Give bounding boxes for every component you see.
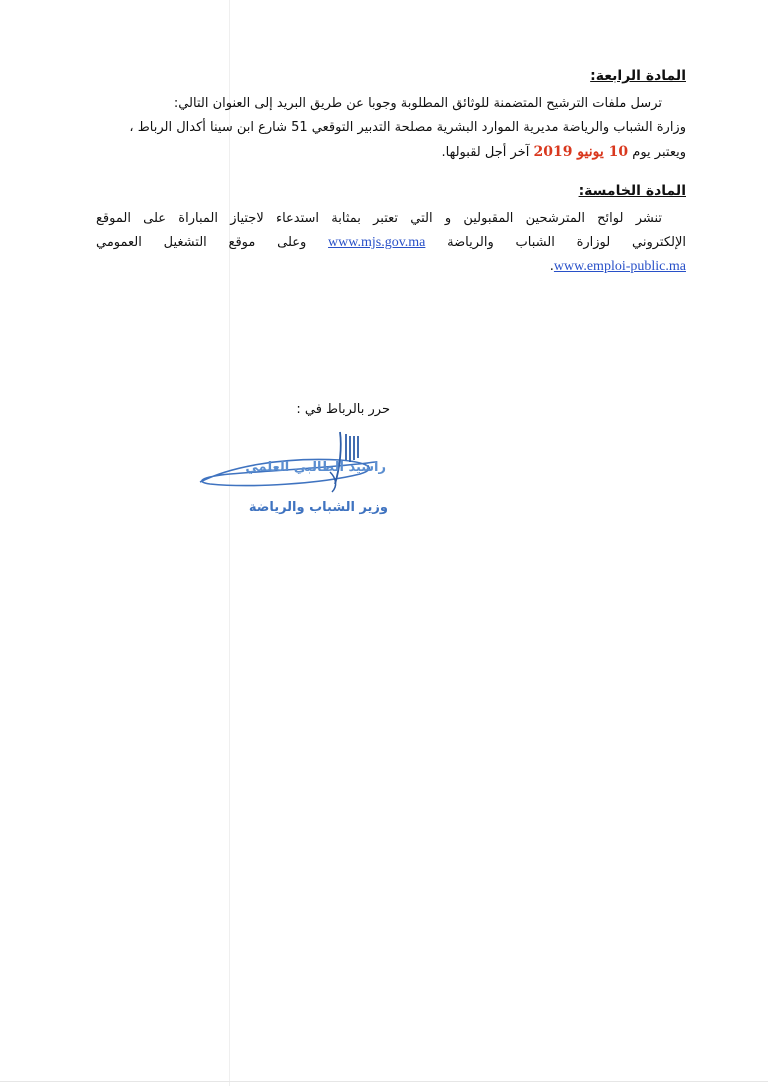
public-employment-site-text: وعلى موقع التشغيل العمومي — [96, 235, 307, 250]
article-four — [96, 60, 686, 165]
section-spacer — [96, 165, 686, 175]
deadline-suffix: آخر أجل لقبولها. — [441, 145, 530, 160]
article-four-line-3 — [96, 140, 686, 165]
document-body — [96, 60, 686, 279]
article-four-line-1: ترسل ملفات الترشيح المتضمنة للوثائق المطلوبة وجوبا عن طريق البريد إلى العنوان التالي: — [173, 96, 662, 111]
ministry-site-prefix: الإلكتروني لوزارة الشباب والرياضة — [447, 235, 686, 250]
article-four-heading: المادة الرابعة: — [590, 68, 686, 84]
article-five — [96, 175, 686, 279]
final-period: . — [549, 259, 554, 274]
article-five-line-3 — [96, 255, 686, 279]
deadline-date: 10 يونيو 2019 — [533, 144, 629, 160]
article-five-line-1: تنشر لوائح المترشحين المقبولين و التي تعتبر بمثابة استدعاء لاجتياز المباراة على الموقع — [96, 211, 662, 226]
deadline-prefix: ويعتبر يوم — [632, 145, 686, 160]
article-five-line-2 — [96, 231, 686, 255]
page-bottom-edge — [0, 1081, 768, 1082]
signatory-title: وزير الشباب والرياضة — [248, 500, 388, 515]
emploi-public-link[interactable]: www.emploi-public.ma — [553, 259, 686, 274]
ministry-website-link[interactable]: www.mjs.gov.ma — [328, 235, 426, 250]
signature-place: حرر بالرباط في : — [296, 402, 390, 417]
article-five-heading: المادة الخامسة: — [578, 183, 686, 199]
article-four-line-2: وزارة الشباب والرياضة مديرية الموارد البشرية مصلحة التدبير التوقعي 51 شارع ابن سينا أكدال الرباط ، — [129, 120, 686, 135]
signatory-name: راشيد الطالبي العلمي — [245, 460, 386, 475]
signature-block — [190, 392, 390, 532]
